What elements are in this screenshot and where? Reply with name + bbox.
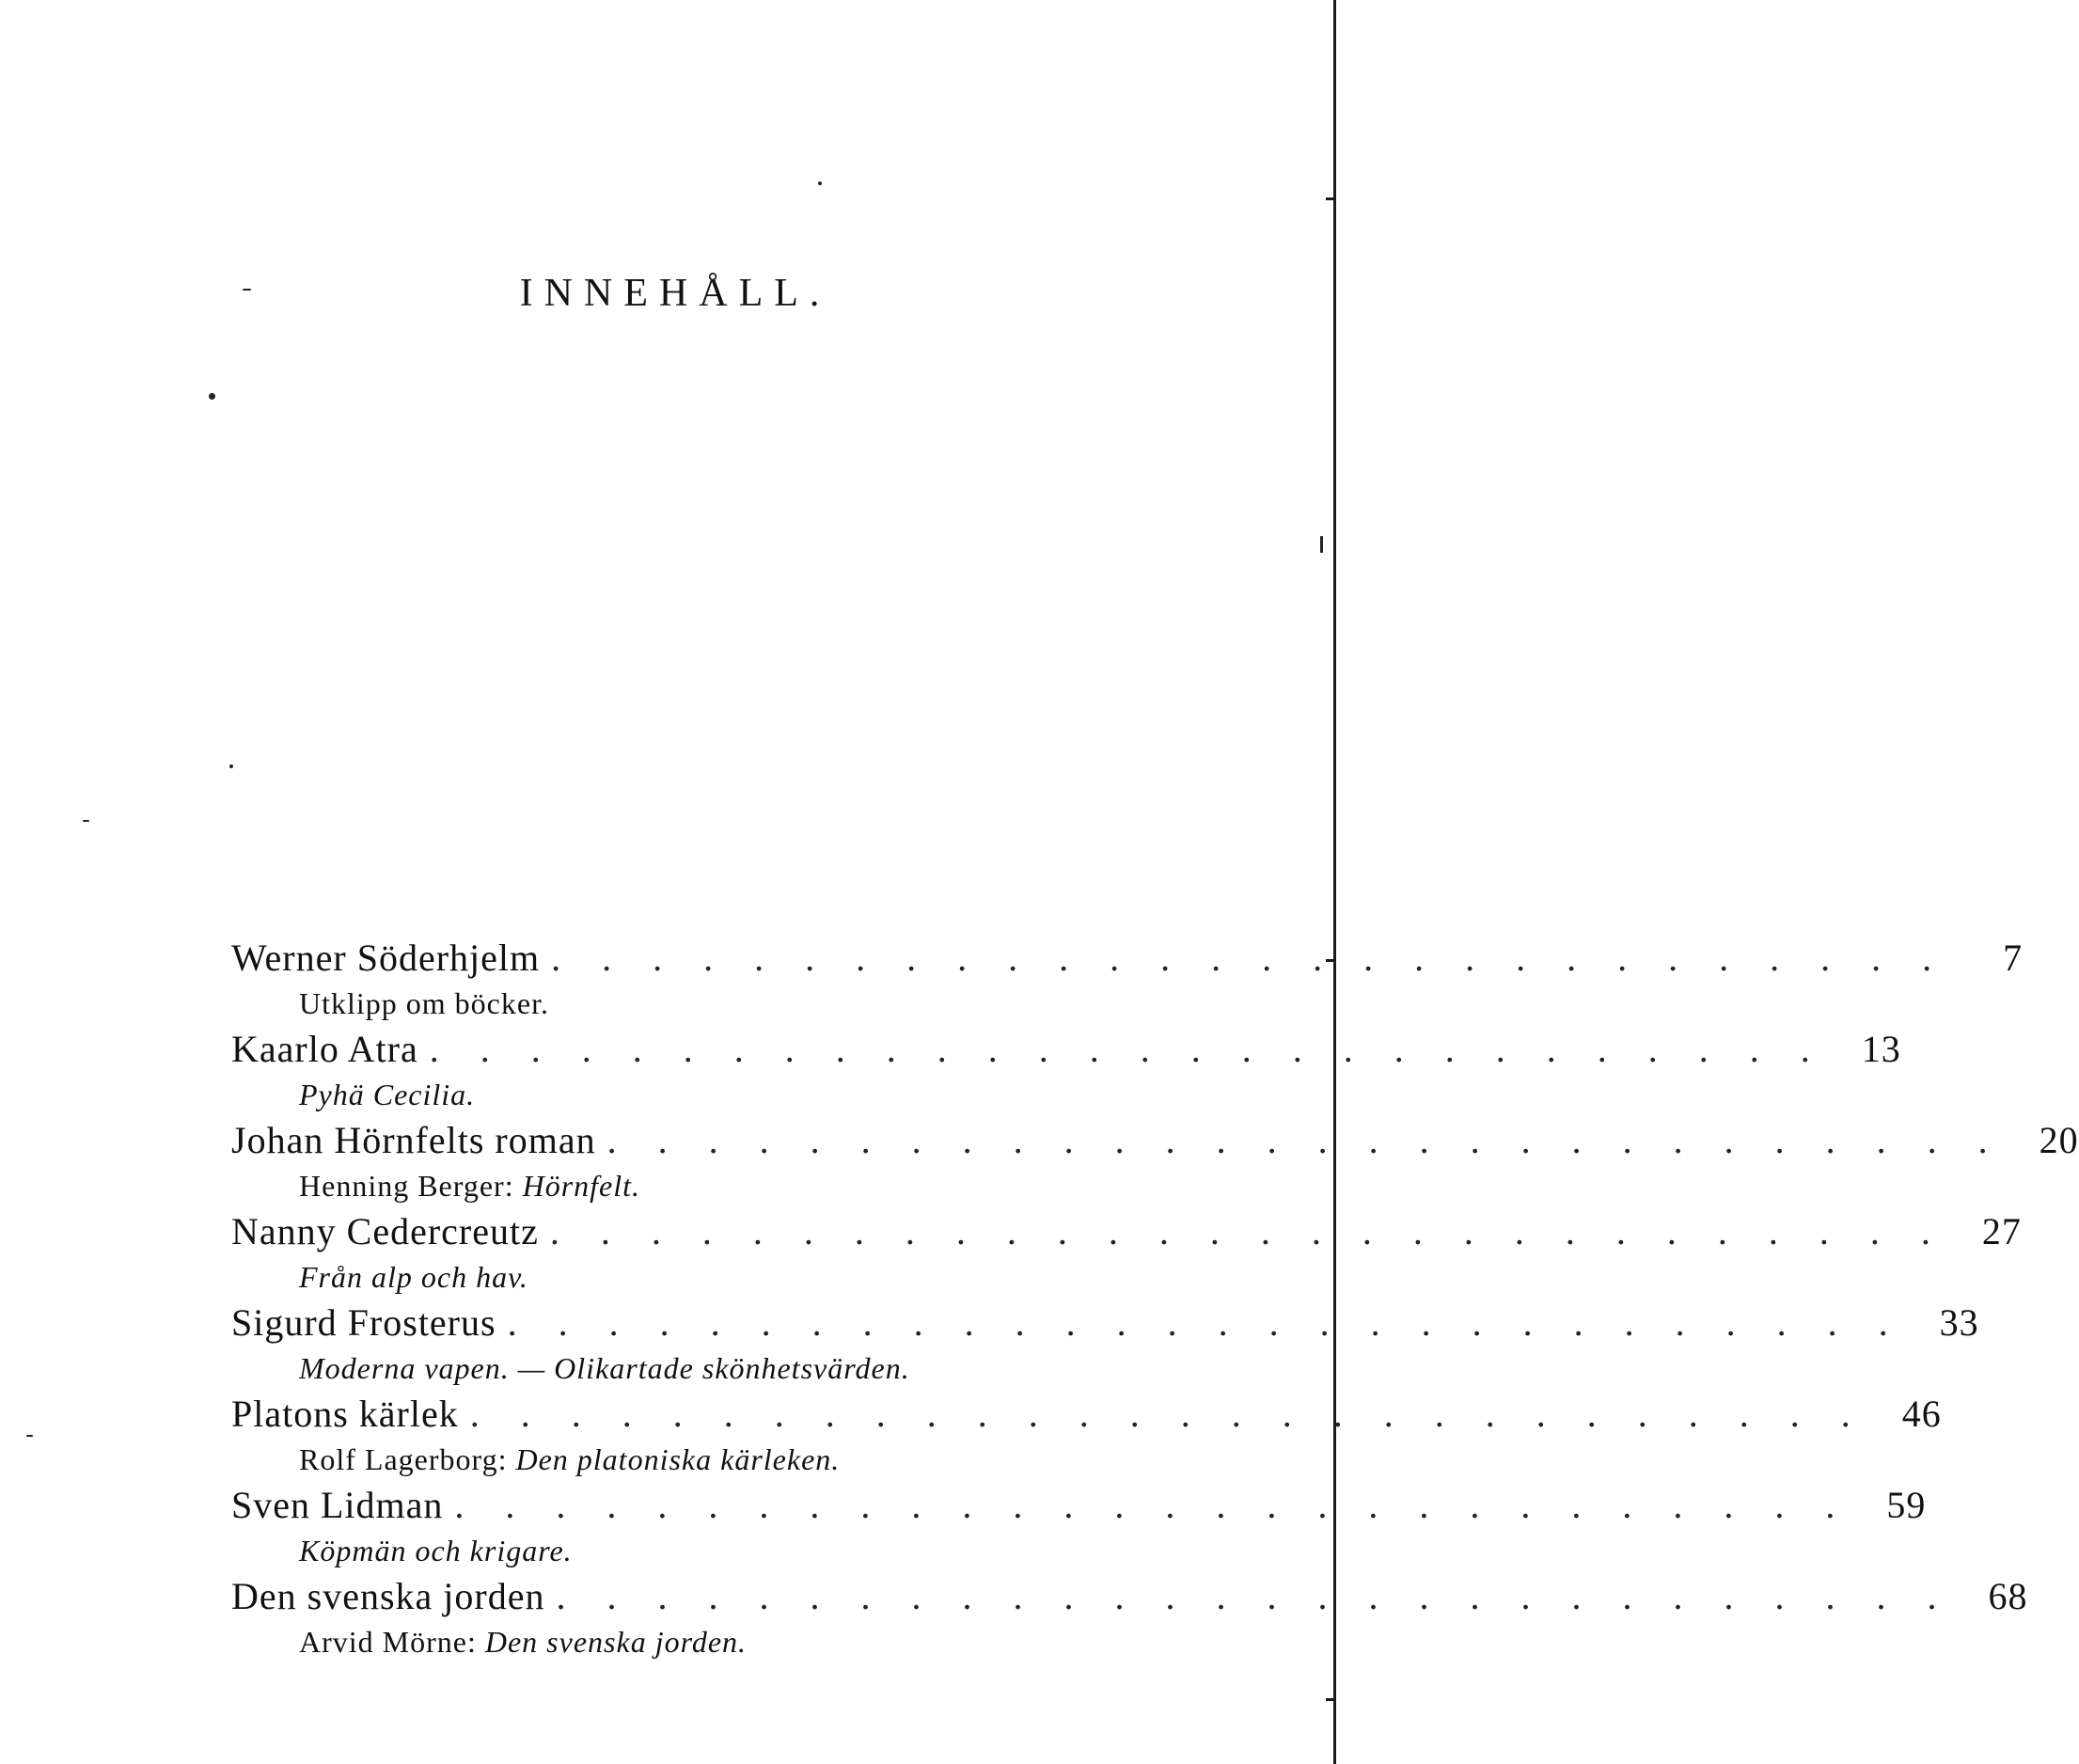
subtitle-plain: Henning Berger: <box>299 1169 523 1203</box>
toc-entry-subtitle <box>231 1529 1136 1573</box>
scan-speck <box>818 181 822 185</box>
leader-dots: . . . . . . . . . . . . . . . . . . . . . . . . . . . . <box>549 1210 1946 1252</box>
toc-entry-subtitle <box>231 982 1136 1026</box>
toc-page-number: 59 <box>1886 1484 1927 1526</box>
toc-entry-title: Sven Lidman <box>231 1484 444 1526</box>
toc-page-number: 46 <box>1901 1393 1942 1435</box>
subtitle-plain: Rolf Lagerborg: <box>299 1442 516 1476</box>
toc-entry-title: Kaarlo Atra <box>231 1028 418 1070</box>
scan-speck <box>26 1435 33 1437</box>
toc-entry <box>231 1299 1979 1391</box>
toc-entry-subtitle <box>231 1073 1136 1117</box>
subtitle-italic: Moderna vapen. — Olikartade skönhetsvärden. <box>299 1351 910 1385</box>
table-of-contents <box>231 935 2079 1664</box>
toc-entry-main <box>231 1391 1942 1438</box>
edge-mark <box>1326 197 1333 200</box>
toc-page-number: 13 <box>1861 1028 1901 1070</box>
subtitle-italic: Köpmän och krigare. <box>299 1534 573 1567</box>
leader-dots: . . . . . . . . . . . . . . . . . . . . . . . . . . . . <box>454 1484 1851 1526</box>
toc-entry <box>231 1391 1942 1482</box>
scan-speck <box>83 820 89 822</box>
leader-dots: . . . . . . . . . . . . . . . . . . . . . . . . . . . . <box>507 1301 1904 1344</box>
toc-entry-main <box>231 935 2024 982</box>
toc-entry-subtitle <box>231 1620 1136 1664</box>
scan-speck <box>1320 536 1323 553</box>
leader-dots: . . . . . . . . . . . . . . . . . . . . . . . . . . . . <box>469 1393 1866 1435</box>
toc-entry-title: Nanny Cedercreutz <box>231 1210 539 1252</box>
toc-entry-title: Platons kärlek <box>231 1393 459 1435</box>
toc-entry-main <box>231 1026 1901 1073</box>
toc-page-number: 7 <box>2003 937 2024 979</box>
subtitle-italic: Pyhä Cecilia. <box>299 1078 476 1111</box>
toc-entry <box>231 935 2024 1026</box>
toc-entry <box>231 1482 1927 1573</box>
toc-entry-title: Werner Söderhjelm <box>231 937 541 979</box>
subtitle-plain: Utklipp om böcker. <box>299 986 549 1020</box>
subtitle-italic: Från alp och hav. <box>299 1260 528 1294</box>
toc-entry-subtitle <box>231 1438 1136 1482</box>
toc-entry-main <box>231 1573 2028 1620</box>
toc-entry-main <box>231 1482 1927 1529</box>
toc-entry-title: Sigurd Frosterus <box>231 1301 496 1344</box>
toc-entry-main <box>231 1208 2022 1255</box>
toc-entry-title: Den svenska jorden <box>231 1575 545 1617</box>
scan-speck <box>209 393 215 400</box>
leader-dots: . . . . . . . . . . . . . . . . . . . . . . . . . . . . <box>606 1119 2004 1161</box>
toc-entry-title: Johan Hörnfelts roman <box>231 1119 596 1161</box>
leader-dots: . . . . . . . . . . . . . . . . . . . . . . . . . . . . <box>429 1028 1826 1070</box>
toc-entry-subtitle <box>231 1255 1136 1299</box>
edge-mark <box>1326 1698 1333 1701</box>
toc-page-number: 68 <box>1988 1575 2028 1617</box>
toc-entry <box>231 1208 2022 1299</box>
leader-dots: . . . . . . . . . . . . . . . . . . . . . . . . . . . . <box>556 1575 1953 1617</box>
scan-speck <box>229 764 233 768</box>
toc-entry <box>231 1117 2079 1208</box>
subtitle-italic: Den svenska jorden. <box>484 1625 748 1659</box>
subtitle-plain: Arvid Mörne: <box>299 1625 485 1659</box>
toc-entry <box>231 1026 1901 1117</box>
leader-dots: . . . . . . . . . . . . . . . . . . . . . . . . . . . . <box>551 937 1948 979</box>
toc-page-number: 20 <box>2039 1119 2079 1161</box>
page-title: INNEHÅLL. <box>519 272 831 315</box>
toc-entry <box>231 1573 2028 1664</box>
toc-page-number: 27 <box>1981 1210 2022 1252</box>
subtitle-italic: Den platoniska kärleken. <box>515 1442 841 1476</box>
toc-entry-main <box>231 1299 1979 1347</box>
toc-entry-subtitle <box>231 1164 1136 1208</box>
subtitle-italic: Hörnfelt. <box>522 1169 641 1203</box>
toc-entry-subtitle <box>231 1347 1136 1391</box>
toc-entry-main <box>231 1117 2079 1164</box>
toc-page-number: 33 <box>1939 1301 1979 1344</box>
